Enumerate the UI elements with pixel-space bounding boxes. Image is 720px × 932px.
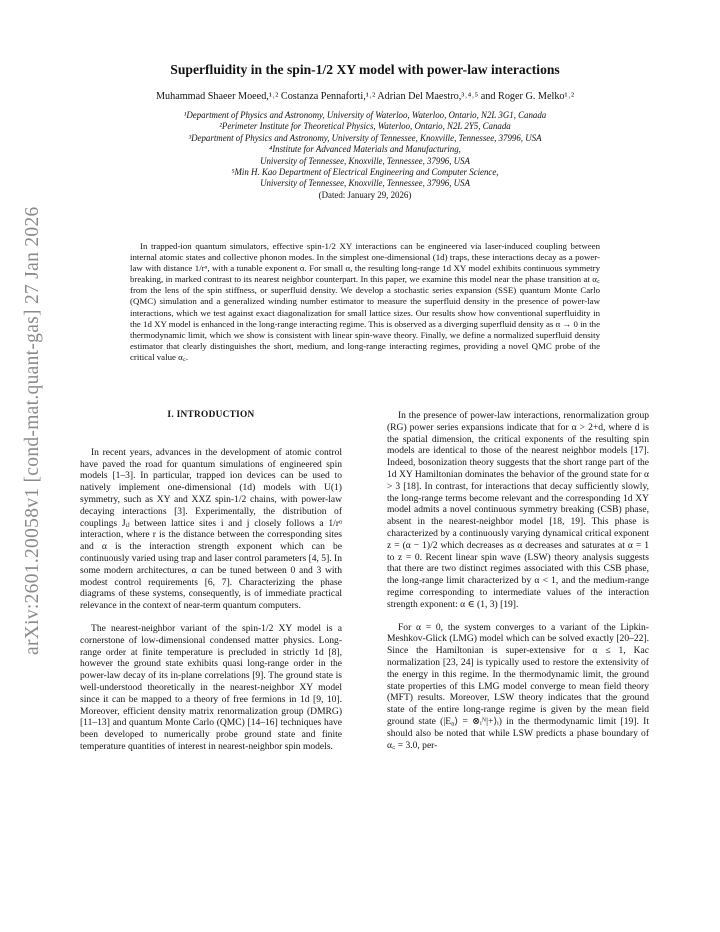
- right-column: [387, 410, 649, 751]
- section-heading: I. INTRODUCTION: [167, 410, 255, 420]
- body-paragraph: In the presence of power-law interactions, renormalization group (RG) power series expansions indicate that for α > 2+d, where d is the spatial dimension, the critical exponents of the resulting spin models are identical to those of the nearest neighbor models [17]. Indeed, bosonization theory suggests that the short range part of the 1d XY Hamiltonian dominates the behavior of the ground state for α > 3 [18]. In contrast, for interactions that decay sufficiently slowly, the long-range terms become relevant and the corresponding 1d XY model admits a novel continuous symmetry breaking (CSB) phase, absent in the nearest-neighbor model [18, 19]. This phase is characterized by a continuously varying dynamical critical exponent z = (α − 1)/2 which decreases as α decreases and saturates at α = 1 to z = 0. Recent linear spin wave (LSW) theory analysis suggests that there are two distinct regimes associated with this CSB phase, the long-range limit characterized by α < 1, and the medium-range regime corresponding to intermediate values of the interaction strength exponent: α ∈ (1, 3) [19].: [387, 410, 649, 610]
- affiliation-line: ³Department of Physics and Astronomy, University of Tennessee, Knoxville, Tennessee, 37996, USA: [188, 132, 542, 143]
- affiliation-line: University of Tennessee, Knoxville, Tennessee, 37996, USA: [260, 155, 470, 166]
- affiliation-line: University of Tennessee, Knoxville, Tennessee, 37996, USA: [260, 178, 470, 189]
- affiliation-line: ⁴Institute for Advanced Materials and Manufacturing,: [269, 144, 461, 155]
- body-paragraph: The nearest-neighbor variant of the spin-1/2 XY model is a cornerstone of low-dimensional condensed matter physics. Long-range order at finite temperature is precluded in strictly 1d [8], however the ground state exhibits quasi long-range order in the power-law decay of its in-plane correlations [9]. The ground state is well-understood theoretically in the nearest-neighbor XY model since it can be mapped to a theory of free fermions in 1d [9, 10]. Moreover, efficient density matrix renormalization group (DMRG) [11–13] and quantum Monte Carlo (QMC) [14–16] techniques have been developed to numerically probe ground state and finite temperature quantities of interest in nearest-neighbor spin models.: [80, 622, 342, 752]
- left-column: [80, 410, 342, 753]
- paper-title: Superfluidity in the spin-1/2 XY model with power-law interactions: [170, 62, 560, 77]
- abstract: In trapped-ion quantum simulators, effective spin-1/2 XY interactions can be engineered via laser-induced coupling between internal atomic states and collective phonon modes. In the simplest one-dimensional (1d) traps, these interactions decay as a power-law with distance 1/rᵅ, with a tunable exponent α. For small α, the resulting long-range 1d XY model exhibits continuous symmetry breaking, in marked contrast to its nearest neighbor counterpart. In this paper, we examine this model near the phase transition at α꜀ from the lens of the spin stiffness, or superfluid density. We develop a stochastic series expansion (SSE) quantum Monte Carlo (QMC) simulation and a generalized winding number estimator to measure the superfluid density in the presence of power-law interactions, which we test against exact diagonalization for small lattice sizes. Our results show how conventional superfluidity in the 1d XY model is enhanced in the long-range interacting regime. This is observed as a diverging superfluid density as α → 0 in the thermodynamic limit, which we show is consistent with linear spin-wave theory. Finally, we define a normalized superfluid density estimator that clearly distinguishes the short, medium, and long-range interacting regimes, providing a novel QMC probe of the critical value α꜀.: [130, 241, 600, 362]
- affiliation-line: ²Perimeter Institute for Theoretical Physics, Waterloo, Ontario, N2L 2Y5, Canada: [219, 121, 511, 132]
- body-paragraph: In recent years, advances in the development of atomic control have paved the road for quantum simulations of engineered spin models [1–3]. In particular, trapped ion devices can be used to natively implement one-dimensional (1d) models with U(1) symmetry, such as XY and XXZ spin-1/2 chains, with power-law decaying interactions [3]. Experimentally, the distribution of couplings Jᵢⱼ between lattice sites i and j closely follows a 1/rᵅ interaction, where r is the distance between the corresponding sites and α is the interaction strength exponent which can be continuously varied using trap and laser control parameters [4, 5]. In some modern architectures, α can be tuned between 0 and 3 with modest control requirements [6, 7]. Characterizing the phase diagrams of these systems, consequently, is of immediate practical relevance in the context of near-term quantum computers.: [80, 446, 342, 612]
- dated-line: (Dated: January 29, 2026): [318, 189, 412, 200]
- body-paragraph: For α = 0, the system converges to a variant of the Lipkin-Meshkov-Glick (LMG) model which can be solved exactly [20–22]. Since the Hamiltonian is super-extensive for α ≤ 1, Kac normalization [23, 24] is typically used to restore the extensivity of the energy in this regime. In the thermodynamic limit, the ground state properties of this LMG model converge to mean field theory (MFT) results. Moreover, LSW theory indicates that the ground state of the entire long-range regime is given by the mean field ground state (|E₀⟩ = ⊗ᵢᴺ|+⟩ᵢ) in the thermodynamic limit [19]. It should also be noted that while LSW predicts a phase boundary of α꜀ = 3.0, per-: [387, 621, 649, 751]
- affiliations: [80, 110, 650, 201]
- author-list: Muhammad Shaeer Moeed,¹˒² Costanza Pennaforti,¹˒² Adrian Del Maestro,³˒⁴˒⁵ and Roger G. Melko¹˒²: [155, 91, 575, 102]
- affiliation-line: ¹Department of Physics and Astronomy, University of Waterloo, Waterloo, Ontario, N2L 3G1, Canada: [183, 110, 547, 120]
- affiliation-line: ⁵Min H. Kao Department of Electrical Engineering and Computer Science,: [231, 167, 499, 178]
- arxiv-identifier: arXiv:2601.20058v1 [cond-mat.quant-gas] 27 Jan 2026: [22, 206, 43, 655]
